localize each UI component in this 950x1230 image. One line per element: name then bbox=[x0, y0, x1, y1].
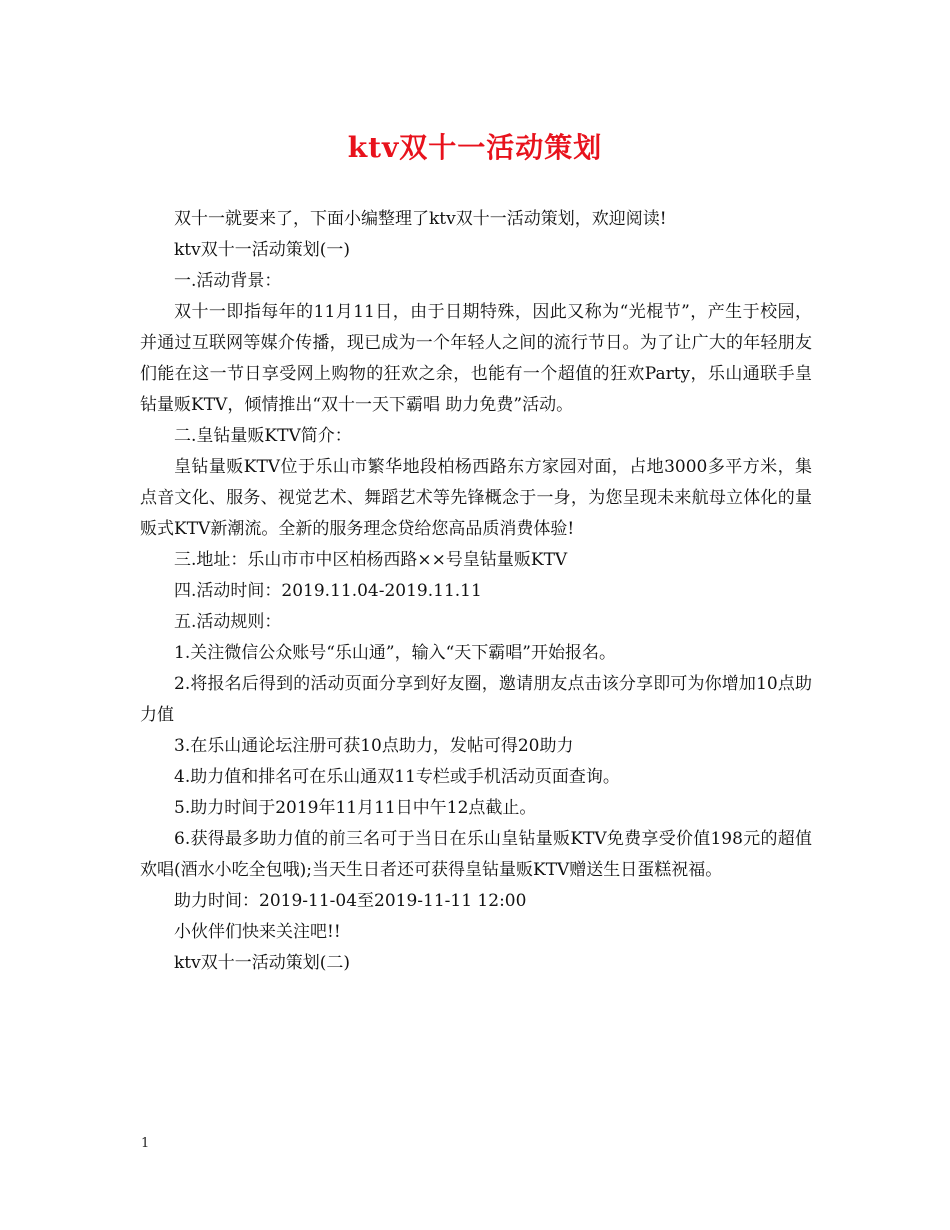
intro-paragraph: 双十一就要来了，下面小编整理了ktv双十一活动策划，欢迎阅读! bbox=[174, 209, 667, 229]
rule-item-5: 5.助力时间于2019年11月11日中午12点截止。 bbox=[174, 798, 537, 818]
event-time-line: 四.活动时间：2019.11.04-2019.11.11 bbox=[174, 581, 482, 601]
page-number: 1 bbox=[141, 1136, 150, 1151]
ktv-intro-paragraph: 皇钻量贩KTV位于乐山市繁华地段柏杨西路东方家园对面，占地3000多平方米，集点音文化、服务、视觉艺术、舞蹈艺术等先锋概念于一身，为您呈现未来航母立体化的量贩式KTV新潮流。全新的服务理念贷给您高品质消费体验! bbox=[140, 457, 812, 539]
document-title: ktv双十一活动策划 bbox=[347, 131, 603, 164]
section-heading-plan-one: ktv双十一活动策划(一) bbox=[174, 240, 351, 260]
call-to-action-line: 小伙伴们快来关注吧!! bbox=[174, 922, 341, 942]
rule-item-3: 3.在乐山通论坛注册可获10点助力，发帖可得20助力 bbox=[174, 736, 574, 756]
document-body bbox=[140, 204, 812, 979]
section-heading-ktv-intro: 二.皇钻量贩KTV简介： bbox=[174, 426, 352, 446]
address-line: 三.地址：乐山市市中区柏杨西路××号皇钻量贩KTV bbox=[174, 550, 568, 570]
section-heading-background: 一.活动背景： bbox=[174, 271, 282, 291]
rule-item-2: 2.将报名后得到的活动页面分享到好友圈，邀请朋友点击该分享即可为你增加10点助力值 bbox=[140, 674, 812, 725]
rule-item-6: 6.获得最多助力值的前三名可于当日在乐山皇钻量贩KTV免费享受价值198元的超值欢唱(酒水小吃全包哦);当天生日者还可获得皇钻量贩KTV赠送生日蛋糕祝福。 bbox=[140, 829, 812, 880]
section-heading-plan-two: ktv双十一活动策划(二) bbox=[174, 953, 351, 973]
rule-item-1: 1.关注微信公众账号“乐山通”，输入“天下霸唱”开始报名。 bbox=[174, 643, 616, 663]
section-heading-rules: 五.活动规则： bbox=[174, 612, 282, 632]
support-time-line: 助力时间：2019-11-04至2019-11-11 12:00 bbox=[174, 891, 527, 911]
rule-item-4: 4.助力值和排名可在乐山通双11专栏或手机活动页面查询。 bbox=[174, 767, 620, 787]
background-paragraph: 双十一即指每年的11月11日，由于日期特殊，因此又称为“光棍节”，产生于校园，并通过互联网等媒介传播，现已成为一个年轻人之间的流行节日。为了让广大的年轻朋友们能在这一节日享受网上购物的狂欢之余，也能有一个超值的狂欢Party，乐山通联手皇钻量贩KTV，倾情推出“双十一天下霸唱 助力免费”活动。 bbox=[140, 302, 812, 415]
